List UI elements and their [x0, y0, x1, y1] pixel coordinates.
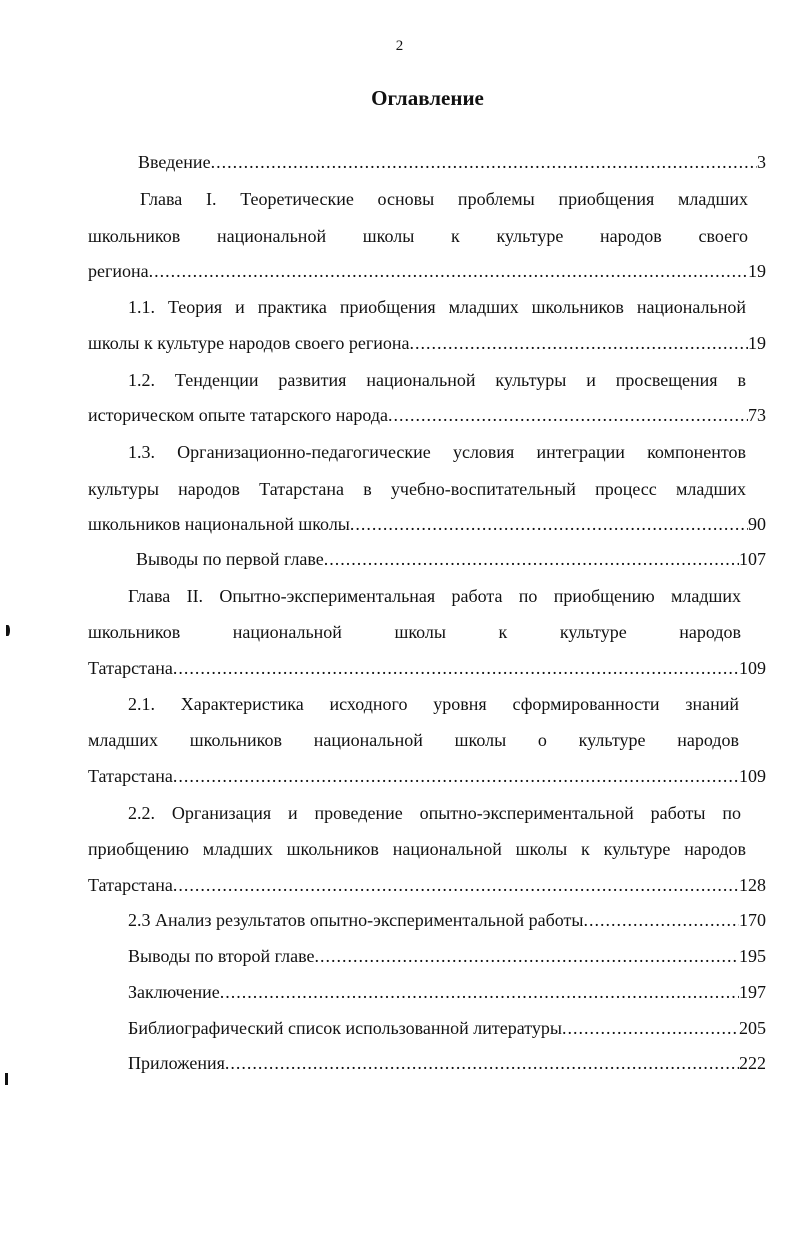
toc-entry-chapter-2-line2[interactable]: школьников национальной школы к культуре народов: [88, 622, 741, 642]
toc-entry-page: 19: [748, 261, 766, 281]
toc-entry-page: 109: [739, 766, 766, 786]
toc-entry-page: 195: [739, 946, 766, 966]
toc-entry-page: 197: [739, 982, 766, 1002]
toc-entry-page: 90: [748, 514, 766, 534]
toc-entry-conclusions-1[interactable]: [136, 547, 766, 571]
dot-leader: [173, 656, 739, 680]
dot-leader: [173, 764, 739, 788]
page-title: Оглавление: [371, 86, 484, 110]
dot-leader: [324, 547, 739, 571]
scan-mark: [5, 1073, 8, 1085]
toc-entry-page: 19: [748, 333, 766, 353]
toc-entry-label: Татарстана: [88, 658, 173, 678]
dot-leader: [410, 331, 749, 355]
dot-leader: [583, 908, 739, 932]
toc-entry-page: 222: [739, 1053, 766, 1073]
toc-entry-page: 107: [739, 549, 766, 569]
toc-entry-label: Татарстана: [88, 766, 173, 786]
toc-entry-section-2-1-line2[interactable]: младших школьников национальной школы о культуре народов: [88, 730, 739, 750]
toc-entry-section-2-3[interactable]: [128, 908, 766, 932]
toc-entry-section-1-3-line2[interactable]: культуры народов Татарстана в учебно-воспитательный процесс младших: [88, 479, 746, 499]
toc-entry-section-1-3[interactable]: [88, 512, 766, 536]
toc-entry-conclusions-2[interactable]: [128, 944, 766, 968]
dot-leader: [173, 873, 739, 897]
dot-leader: [388, 403, 748, 427]
toc-entry-conclusion[interactable]: [128, 980, 766, 1004]
toc-entry-appendices[interactable]: [128, 1051, 766, 1075]
toc-entry-label: Татарстана: [88, 875, 173, 895]
toc-entry-page: 205: [739, 1018, 766, 1038]
dot-leader: [314, 944, 739, 968]
toc-entry-page: 73: [748, 405, 766, 425]
toc-entry-section-1-1-line1[interactable]: 1.1. Теория и практика приобщения младших школьников национальной: [128, 297, 746, 317]
toc-entry-label: Приложения: [128, 1053, 225, 1073]
toc-entry-label: школьников национальной школы: [88, 514, 350, 534]
toc-entry-introduction[interactable]: [138, 150, 766, 174]
dot-leader: [562, 1016, 739, 1040]
page-number: 2: [395, 38, 404, 54]
toc-entry-label: школы к культуре народов своего региона: [88, 333, 410, 353]
toc-entry-section-2-2[interactable]: [88, 873, 766, 897]
toc-entry-section-2-1-line1[interactable]: 2.1. Характеристика исходного уровня сформированности знаний: [128, 694, 739, 714]
toc-entry-label: 2.3 Анализ результатов опытно-экспериментальной работы: [128, 910, 584, 930]
toc-entry-label: Выводы по первой главе: [136, 549, 324, 569]
toc-entry-section-2-2-line1[interactable]: 2.2. Организация и проведение опытно-экспериментальной работы по: [128, 803, 741, 823]
toc-entry-section-1-1[interactable]: [88, 331, 766, 355]
toc-entry-label: региона: [88, 261, 149, 281]
toc-entry-section-2-2-line2[interactable]: приобщению младших школьников национальной школы к культуре народов: [88, 839, 746, 859]
dot-leader: [350, 512, 748, 536]
toc-entry-chapter-2-line1[interactable]: Глава II. Опытно-экспериментальная работа по приобщению младших: [128, 586, 741, 606]
toc-entry-label: Выводы по второй главе: [128, 946, 315, 966]
toc-entry-chapter-1-line2[interactable]: школьников национальной школы к культуре народов своего: [88, 226, 748, 246]
toc-entry-label: Введение: [138, 152, 211, 172]
toc-entry-page: 128: [739, 875, 766, 895]
toc-entry-section-1-2-line1[interactable]: 1.2. Тенденции развития национальной культуры и просвещения в: [128, 370, 746, 390]
scan-mark: [6, 625, 10, 636]
toc-entry-chapter-1[interactable]: [88, 259, 766, 283]
toc-entry-chapter-1-line1[interactable]: Глава I. Теоретические основы проблемы приобщения младших: [140, 189, 748, 209]
dot-leader: [225, 1051, 739, 1075]
toc-entry-section-2-1[interactable]: [88, 764, 766, 788]
toc-entry-label: Библиографический список использованной литературы: [128, 1018, 563, 1038]
dot-leader: [220, 980, 739, 1004]
toc-entry-label: Заключение: [128, 982, 220, 1002]
toc-entry-page: 3: [757, 152, 766, 172]
dot-leader: [211, 150, 757, 174]
toc-entry-page: 109: [739, 658, 766, 678]
toc-entry-section-1-3-line1[interactable]: 1.3. Организационно-педагогические условия интеграции компонентов: [128, 442, 746, 462]
toc-entry-bibliography[interactable]: [128, 1016, 766, 1040]
toc-entry-page: 170: [739, 910, 766, 930]
toc-entry-section-1-2[interactable]: [88, 403, 766, 427]
toc-entry-label: историческом опыте татарского народа: [88, 405, 389, 425]
toc-entry-chapter-2[interactable]: [88, 656, 766, 680]
dot-leader: [149, 259, 748, 283]
